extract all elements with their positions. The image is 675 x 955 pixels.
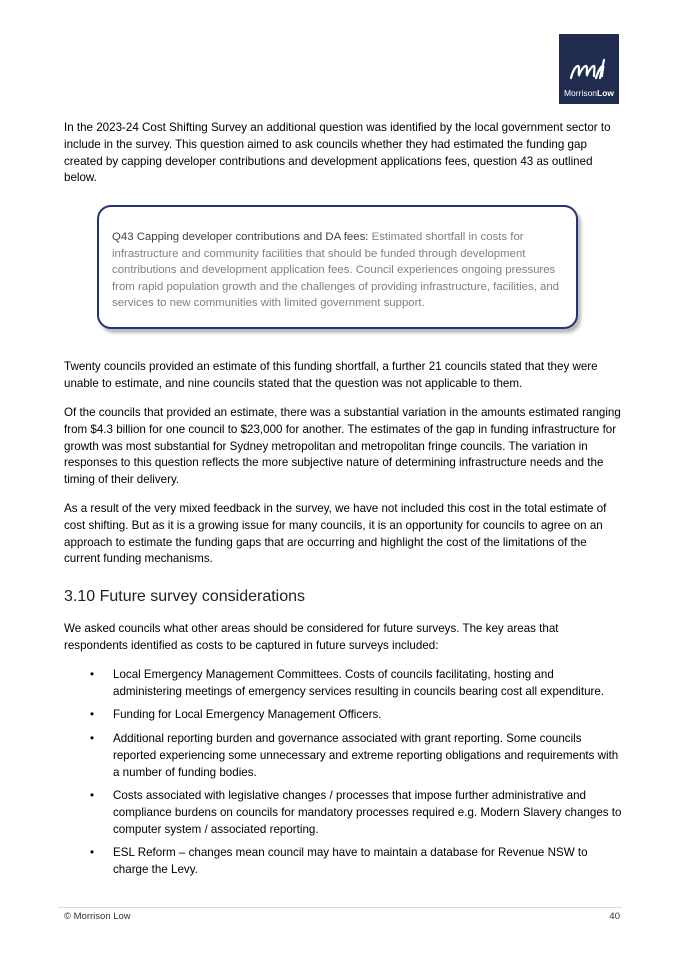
page-number: 40 — [609, 911, 620, 922]
survey-considerations-list — [64, 667, 624, 886]
bullet-icon: • — [90, 789, 95, 803]
q43-callout-box — [97, 205, 578, 329]
bullet-icon: • — [90, 668, 95, 681]
logo-wordmark: MorrisonLow — [563, 88, 615, 98]
callout-body: Estimated shortfall in costs for infrastructure and community facilities that should be funded through development contributions and development application fees. Council experiences ongoing pressures from rapid population growth and the challenges of providing infrastructure, facilities, and services to new communities with limited government support. — [112, 231, 560, 310]
list-item: • Local Emergency Management Committees. Costs of councils facilitating, hosting and administering meetings of emergency services resulting in councils bearing cost all expenditure. — [90, 668, 605, 698]
morrison-low-logo — [559, 34, 619, 104]
bullet-icon: • — [90, 846, 95, 860]
bullet-icon: • — [90, 731, 95, 745]
section-heading: 3.10 Future survey considerations — [64, 588, 306, 605]
callout-text — [112, 229, 568, 312]
asked-paragraph: We asked councils what other areas should be considered for future surveys. The key areas that respondents identified as costs to be captured in future surveys included: — [64, 622, 559, 652]
bullet-icon: • — [90, 708, 95, 722]
variation-paragraph: Of the councils that provided an estimate, there was a substantial variation in the amounts estimated ranging from $4.3 billion for one council to $23,000 for another. The estimates of the gap in funding infrastructure for growth was most substantial for Sydney metropolitan and metropolitan fringe councils. The variation in responses to this question reflects the more subjective nature of determining infrastructure needs and the timing of their delivery. — [64, 406, 621, 487]
footer-divider — [58, 907, 622, 908]
footer-copyright: © Morrison Low — [64, 911, 131, 922]
intro-paragraph: In the 2023-24 Cost Shifting Survey an additional question was identified by the local government sector to include in the survey. This question aimed to ask councils whether they had estimated the funding gap created by capping developer contributions and development applications fees, question 43 as outlined below. — [64, 121, 611, 185]
list-item: • ESL Reform – changes mean council may have to maintain a database for Revenue NSW to charge the Levy. — [90, 846, 588, 877]
result-paragraph: As a result of the very mixed feedback in the survey, we have not included this cost in the total estimate of cost shifting. But as it is a growing issue for many councils, it is an opportunity for councils to agree on an approach to estimate the funding gaps that are occurring and highlight the cost of the limitations of the current funding mechanisms. — [64, 502, 607, 566]
list-item: • Funding for Local Emergency Management Officers. — [64, 707, 624, 724]
list-item: • Costs associated with legislative changes / processes that impose further administrative and compliance burdens on councils for mandatory processes required e.g. Modern Slavery changes to computer system / associated reporting. — [90, 789, 622, 836]
list-item: • Additional reporting burden and governance associated with grant reporting. Some councils reported experiencing some unnecessary and extreme reporting obligations and requirements with a number of funding bodies. — [90, 731, 619, 779]
morrison-low-monogram-icon — [567, 54, 611, 84]
estimates-paragraph: Twenty councils provided an estimate of this funding shortfall, a further 21 councils stated that they were unable to estimate, and nine councils stated that the question was not applicable to them. — [64, 360, 598, 390]
callout-lead: Q43 Capping developer contributions and DA fees: — [112, 231, 369, 243]
